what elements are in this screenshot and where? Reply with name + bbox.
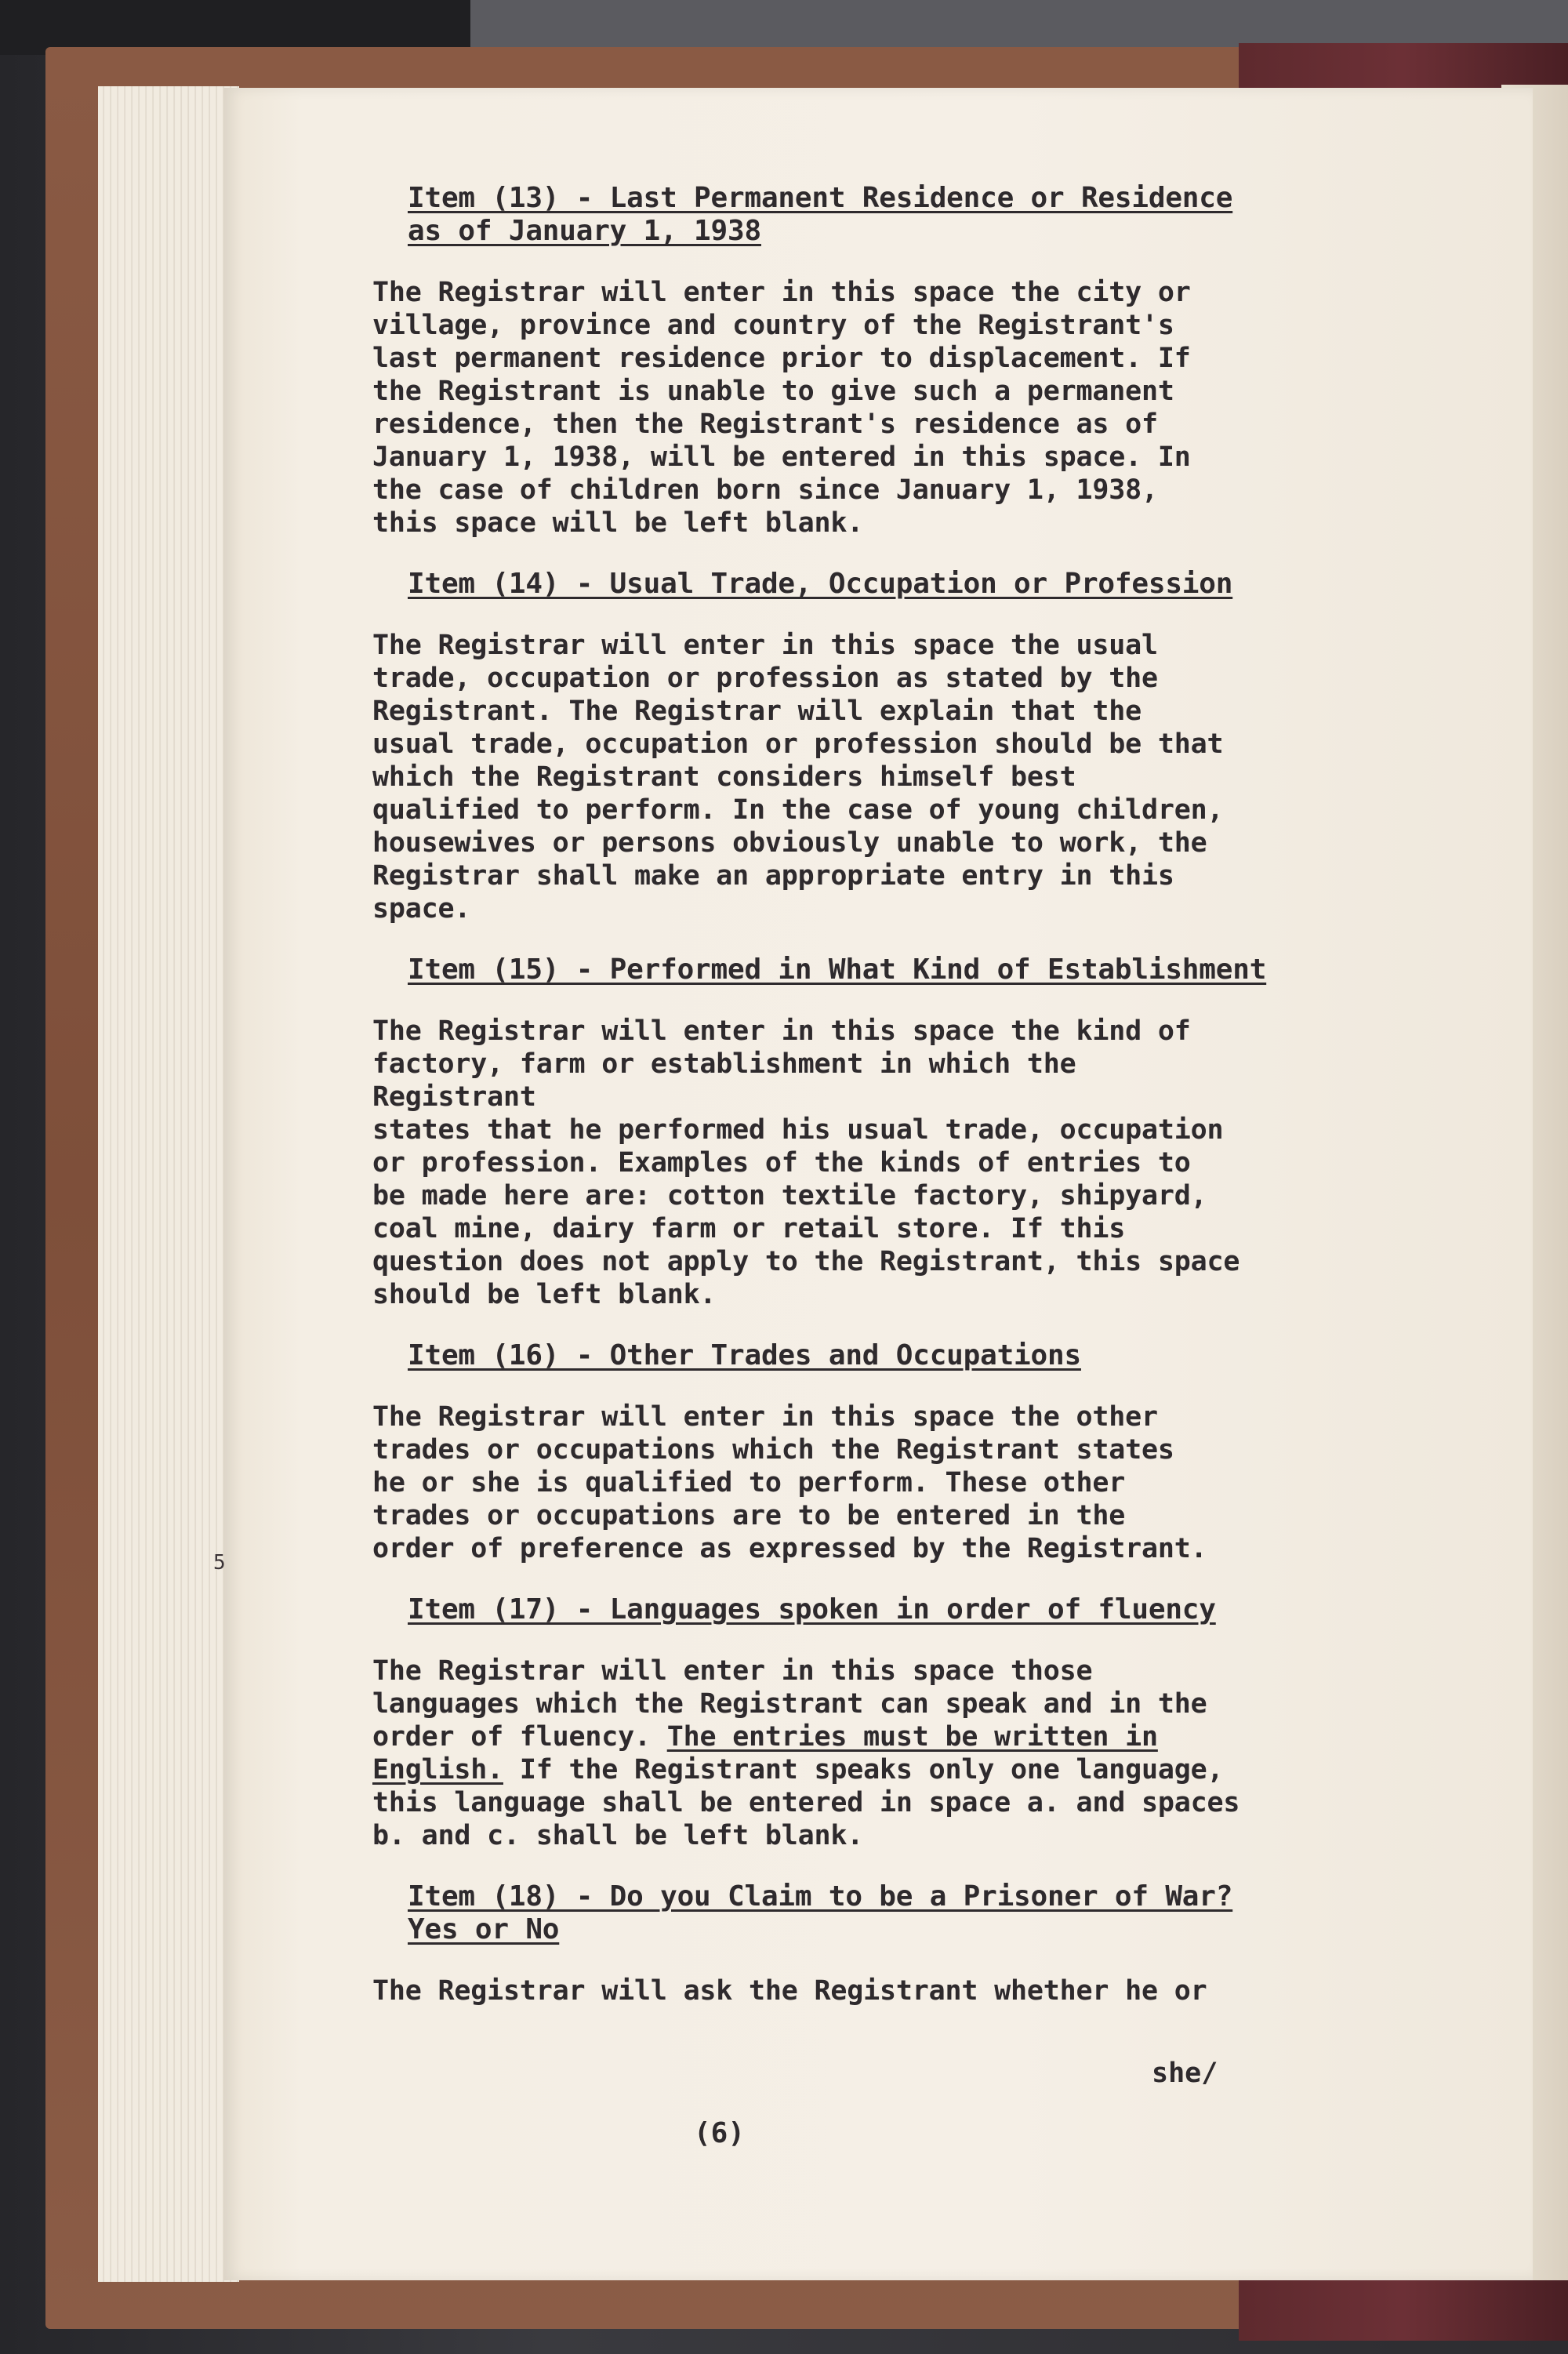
section-paragraph: The Registrar will ask the Registrant whether he or [372, 1975, 1207, 2007]
section-item-15 [368, 954, 1294, 1311]
section-item-18 [368, 1880, 1294, 2007]
section-item-17 [368, 1593, 1294, 1852]
section-heading: Item (15) - Performed in What Kind of Establishment [408, 954, 1267, 986]
section-item-13 [368, 182, 1294, 539]
margin-mark: 5 [213, 1551, 226, 1575]
section-heading: Item (16) - Other Trades and Occupations [408, 1339, 1081, 1371]
section-paragraph: The Registrar will enter in this space the usual trade, occupation or profession as stated by the Registrant. The Registrar will explain that the usual trade, occupation or profession should be that which the Registrant considers himself best qualified to perform. In the case of young children, housewives or persons obviously unable to work, the Registrar shall make an appropriate entry in this space. [372, 630, 1224, 925]
section-heading: Item (13) - Last Permanent Residence or Residence as of January 1, 1938 [408, 182, 1233, 247]
document-body [368, 182, 1294, 2036]
page-edges [98, 86, 239, 2282]
underlined-instruction: The entries must be written in English. [372, 1721, 1158, 1785]
paragraph-text: If the Registrant speaks only one language, this language shall be entered in space a. and spaces b. and c. shall be left blank. [372, 1754, 1240, 1851]
page-number: (6) [694, 2117, 746, 2149]
section-paragraph: The Registrar will enter in this space the city or village, province and country of the Registrant's last permanent residence prior to displacement. If the Registrant is unable to give such a permanent residence, then the Registrant's residence as of January 1, 1938, will be entered in this space. In the case of children born since January 1, 1938, this space will be left blank. [372, 277, 1191, 539]
section-paragraph: The Registrar will enter in this space the other trades or occupations which the Registrant states he or she is qualified to perform. These other trades or occupations are to be entered in the order of preference as expressed by the Registrant. [372, 1401, 1207, 1564]
section-heading: Item (17) - Languages spoken in order of fluency [408, 1593, 1216, 1626]
section-paragraph [372, 1655, 1247, 1852]
section-item-14 [368, 568, 1294, 925]
section-item-16 [368, 1339, 1294, 1565]
section-paragraph: The Registrar will enter in this space the kind of factory, farm or establishment in which the Registrant states that he performed his usual trade, occupation or profession. Examples of the kinds of entries to be made here are: cotton textile factory, shipyard, coal mine, dairy farm or retail store. If this question does not apply to the Registrant, this space should be left blank. [372, 1015, 1240, 1310]
carry-over-word: she/ [1152, 2058, 1218, 2089]
section-heading: Item (18) - Do you Claim to be a Prisoner of War? Yes or No [408, 1880, 1233, 1945]
paragraph-text: The Registrar will enter in this space those languages which the Registrant can speak and in the order of fluency. [372, 1655, 1207, 1753]
section-heading: Item (14) - Usual Trade, Occupation or Profession [408, 568, 1233, 600]
